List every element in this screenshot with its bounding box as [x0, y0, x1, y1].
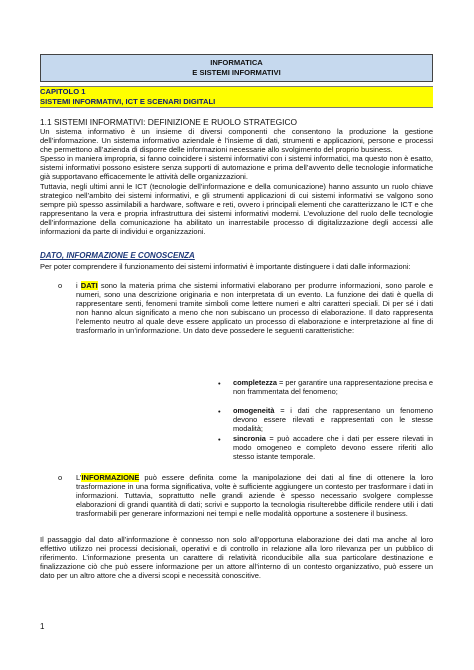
bullet-marker-completezza: •	[218, 379, 221, 388]
chapter-heading	[40, 86, 433, 108]
bullet-marker-informazione: o	[58, 473, 63, 482]
bullet-marker-dati: o	[58, 281, 63, 290]
completezza-text: = per garantire una rappresentazione precisa e non frammentata del fenomeno;	[233, 378, 433, 396]
section-heading-1-1: 1.1 SISTEMI INFORMATIVI: DEFINIZIONE E RUOLO STRATEGICO	[40, 117, 298, 127]
title-line-1: INFORMATICA	[210, 58, 263, 67]
list-item-dati	[76, 281, 433, 336]
omogeneita-text: = i dati che rappresentano un fenomeno devono essere rilevati e rappresentati con le stesse modalità;	[233, 406, 433, 433]
dati-keyword: DATI	[80, 281, 98, 290]
intro-text	[40, 127, 433, 236]
term-sincronia: sincronia	[233, 434, 266, 443]
title-line-2: E SISTEMI INFORMATIVI	[192, 68, 281, 77]
list-item-informazione	[76, 473, 433, 518]
document-title-box	[40, 54, 433, 82]
sincronia-text: = può accadere che i dati per essere rilevati in modo omogeneo e completo devono essere riferiti allo stesso istante temporale.	[233, 434, 433, 461]
info-text: può essere definita come la manipolazione dei dati al fine di ottenere la loro trasformazione in una forma significativa, volte è sufficiente aggiungere un contesto per trasformare i dati in informazioni. Tuttavia, soprattutto nelle grandi aziende è spesso necessario svolgere complesse elaborazioni di grandi quantità di dati; scrivi e supporto la tecnologia risulterebbe difficile rendere utili i dati trasformabili per generare informazioni nei tempi e nelle modalità opportune a sostenere il business.	[76, 473, 433, 519]
list-item-sincronia	[233, 435, 433, 462]
paragraph-informatici: Spesso in maniera impropria, si fanno coincidere i sistemi informativi con i sistemi informatici, ma questo non è esatto, sistemi informativi possono esistere senza supporti di automazione e prima dell’avvento delle tecnologie informatiche già supportavano efficacemente le attività delle organizzazioni.	[40, 154, 433, 182]
list-item-omogeneita	[233, 407, 433, 434]
list-item-completezza	[233, 379, 433, 397]
chapter-title: SISTEMI INFORMATIVI, ICT E SCENARI DIGITALI	[40, 97, 216, 106]
dati-text: sono la materia prima che sistemi informativi elaborano per produrre informazioni, sono parole e numeri, sono una descrizione originaria e non interpretata di un evento. La funzione dei dati è quella di rappresentare senti, fenomeni tramite simboli come lettere numeri e altri caratteri speciali. Di per sé i dati non hanno alcun significato a meno che non subiscano un processo di elaborazione. Il dato rappresenta l’elemento neutro al quale deve essere applicato un processo di elaborazione e interpretazione al fine di trasformarlo in un’informazione. Un dato deve possedere le seguenti caratteristiche:	[76, 281, 433, 336]
paragraph-definition: Un sistema informativo è un insieme di diversi componenti che consentono la produzione la gestione dell’informazione. Un sistema informativo aziendale è l’insieme di dati, strumenti e applicazioni, persone e processi che permettono all’azienda di disporre delle informazioni necessarie allo svolgimento del proprio business.	[40, 127, 433, 155]
section-heading-dati: DATO, INFORMAZIONE E CONOSCENZA	[40, 251, 195, 260]
info-keyword: INFORMAZIONE	[81, 473, 140, 482]
paragraph-distinguish: Per poter comprendere il funzionamento dei sistemi informativi è importante distinguere i dati dalle informazioni:	[40, 262, 411, 271]
term-completezza: completezza	[233, 378, 277, 387]
info-prefix: L’	[76, 473, 82, 482]
term-omogeneita: omogeneità	[233, 406, 275, 415]
page-number: 1	[40, 622, 45, 631]
paragraph-passaggio: Il passaggio dal dato all’informazione è connesso non solo all’opportuna elaborazione dei dati ma anche al loro effettivo utilizzo nei processi decisionali, operativi e di controllo in relazione alla loro rilevanza per un pubblico di riferimento. L’informazione presenta un carattere di relatività riconducibile alla sua particolare destinazione e finalizzazione ciò che può essere informazione per un attore all’interno di un contesto organizzativo, può essere un dato per un altro attore che a diversi scopi e necessità conoscitive.	[40, 535, 433, 581]
paragraph-ict: Tuttavia, negli ultimi anni le ICT (tecnologie dell’informazione e della comunicazione) hanno assunto un ruolo chiave strategico nell’ambito dei sistemi informativi, e gli strumenti applicazioni di cui sistemi informativi se valgono sono sempre più spesso assimilabili a hardware, software e reti, ovvero i principali elementi che caratterizzano le ICT e che rappresentano la vera e propria infrastruttura dei sistemi informativi moderni. L’evoluzione del ruolo delle tecnologie dell’informazione della comunicazione ha abilitato un inarrestabile processo di digitalizzazione degli accessi alle informazioni da parte di individui e organizzazioni.	[40, 181, 433, 237]
bullet-marker-omogeneita: •	[218, 407, 221, 416]
dati-prefix: i	[76, 281, 81, 290]
chapter-number: CAPITOLO 1	[40, 87, 86, 96]
bullet-marker-sincronia: •	[218, 435, 221, 444]
